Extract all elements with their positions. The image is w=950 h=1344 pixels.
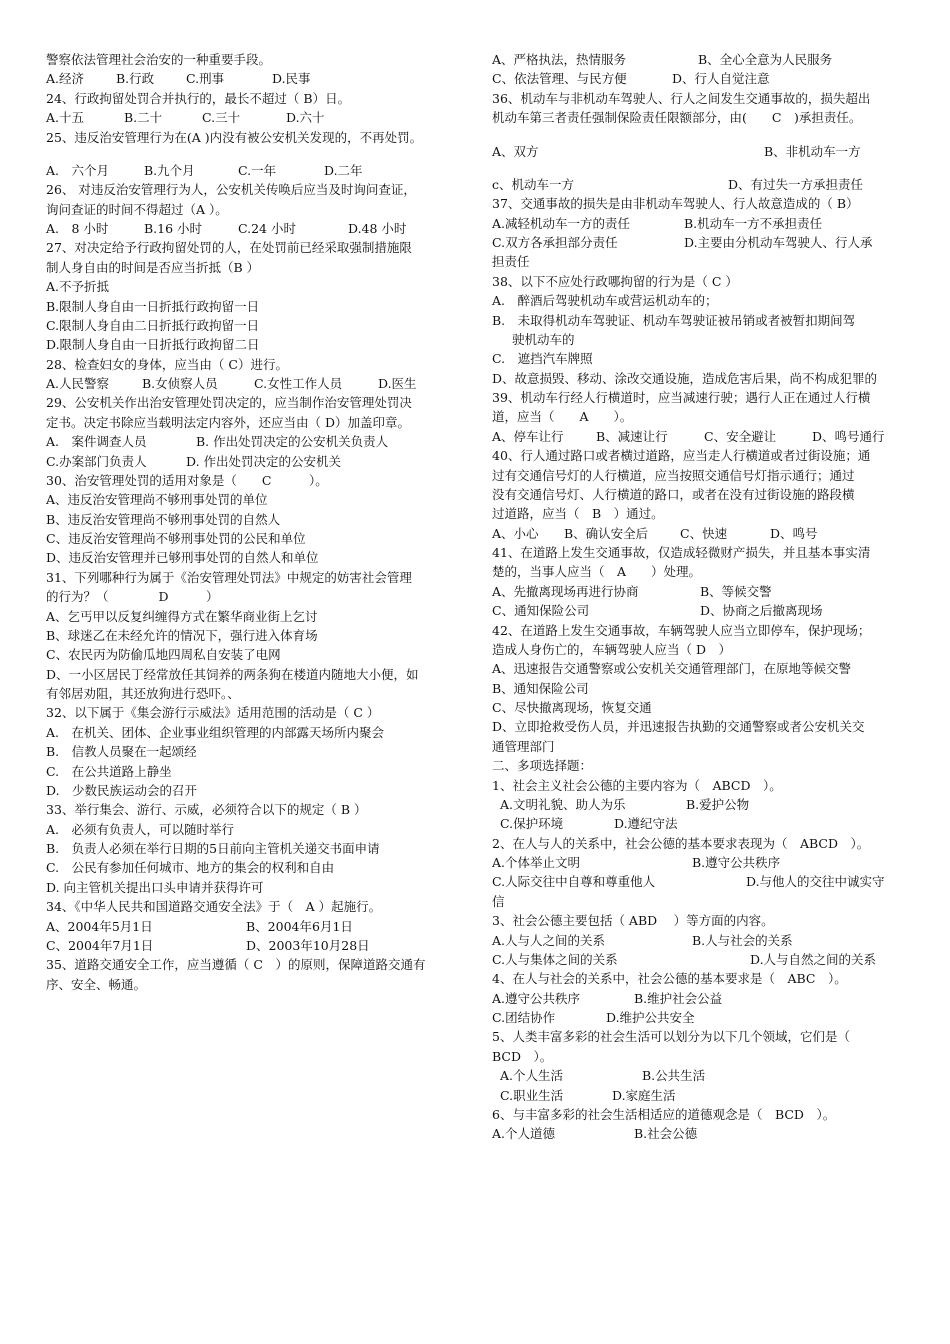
option: A.个体举止文明 — [492, 855, 581, 870]
option: D、协商之后撤离现场 — [700, 603, 823, 619]
option: B.二十 — [124, 110, 163, 126]
options-row — [492, 233, 910, 252]
options-row — [492, 175, 910, 194]
options-row — [492, 1066, 910, 1085]
options-row — [492, 814, 910, 833]
option: D、有过失一方承担责任 — [728, 176, 864, 192]
option: 驶机动车的 — [512, 331, 575, 347]
option: B.社会公德 — [634, 1126, 698, 1142]
option: D、立即抢救受伤人员，并迅速报告执勤的交通警察或者公安机关交 — [492, 719, 865, 735]
options-row — [492, 582, 910, 601]
question-text: 没有交通信号灯、人行横道的路口，或者在没有过街设施的路段横 — [492, 486, 855, 502]
question-text: 过有交通信号灯的人行横道，应当按照交通信号灯指示通行；通过 — [492, 467, 855, 483]
options-row — [492, 853, 910, 872]
question-text: 4、在人与社会的关系中，社会公德的基本要求是（ ABC ）。 — [492, 971, 847, 987]
option: C、通知保险公司 — [492, 603, 590, 619]
option: C.保护环境 — [500, 816, 564, 832]
option: D.遵纪守法 — [614, 816, 678, 832]
option: D.家庭生活 — [612, 1087, 676, 1103]
option: A. 醉酒后驾驶机动车或营运机动车的； — [492, 293, 718, 309]
question-text: 29、公安机关作出治安管理处罚决定的，应当制作治安管理处罚决 — [46, 395, 412, 411]
option: B.16 小时 — [144, 221, 203, 236]
option: C、安全避让 — [704, 428, 777, 444]
option: D、鸣号 — [770, 525, 818, 541]
option: D、2003年10月28日 — [246, 937, 370, 953]
option: D.维护公共安全 — [606, 1010, 695, 1025]
option: D.主要由分机动车驾驶人、行人承 — [684, 235, 873, 250]
question-text: 36、机动车与非机动车驾驶人、行人之间发生交通事故的，损失超出 — [492, 90, 871, 106]
question-text: 24、行政拘留处罚合并执行的，最长不超过（ B）日。 — [46, 90, 351, 106]
option: B.女侦察人员 — [142, 376, 218, 391]
option: D.二年 — [324, 162, 363, 178]
question-text: 26、 对违反治安管理行为人，公安机关传唤后应当及时询问查证， — [46, 182, 416, 198]
option: A. 六个月 — [46, 162, 110, 178]
option: C.职业生活 — [500, 1087, 564, 1103]
option: B、球迷乙在未经允许的情况下，强行进入体育场 — [46, 627, 318, 643]
options-row — [492, 524, 910, 543]
options-row — [46, 917, 462, 936]
question-text: 28、检查妇女的身体，应当由（ C）进行。 — [46, 356, 288, 372]
option: A、2004年5月1日 — [46, 918, 153, 934]
options-row — [492, 872, 910, 891]
options-row — [46, 108, 462, 127]
option: B、减速让行 — [596, 428, 668, 444]
question-text: 机动车第三者责任强制保险责任限额部分，由( C )承担责任。 — [492, 110, 862, 126]
option: A.十五 — [46, 110, 85, 126]
options-row — [46, 69, 462, 88]
option: C. 遮挡汽车牌照 — [492, 351, 593, 367]
option: C、尽快撤离现场，恢复交通 — [492, 700, 652, 715]
option: C.团结协作 — [492, 1010, 556, 1025]
question-text: 制人身自由的时间是否应当折抵（B ） — [46, 259, 260, 275]
option: B. 负责人必须在举行日期的5日前向主管机关递交书面申请 — [46, 841, 380, 856]
option: D、一小区居民丁经常放任其饲养的两条狗在楼道内随地大小便，如 — [46, 666, 419, 682]
option: A. 必须有负责人，可以随时举行 — [46, 821, 235, 837]
option: A、停车让行 — [492, 428, 564, 444]
option: C、违反治安管理尚不够刑事处罚的公民和单位 — [46, 531, 306, 546]
option: 担责任 — [492, 254, 530, 270]
option: D. 向主管机关提出口头申请并获得许可 — [46, 879, 264, 895]
options-row — [492, 214, 910, 233]
options-row — [492, 142, 910, 161]
option: B、2004年6月1日 — [246, 918, 353, 934]
options-row — [492, 950, 910, 969]
option: C.办案部门负责人 — [46, 453, 147, 469]
question-text: 41、在道路上发生交通事故，仅造成轻微财产损失，并且基本事实清 — [492, 545, 871, 560]
question-text: 35、道路交通安全工作，应当遵循（ C ）的原则，保障道路交通有 — [46, 957, 426, 973]
option: B.人与社会的关系 — [692, 932, 793, 948]
option: A.个人生活 — [500, 1068, 564, 1084]
option: D、故意损毁、移动、涂改交通设施，造成危害后果，尚不构成犯罪的 — [492, 370, 878, 386]
option: B、违反治安管理尚不够刑事处罚的自然人 — [46, 511, 281, 527]
question-text: 楚的，当事人应当（ A ）处理。 — [492, 564, 702, 580]
option: C. 公民有参加任何城市、地方的集会的权利和自由 — [46, 860, 335, 876]
option: A、迅速报告交通警察或公安机关交通管理部门，在原地等候交警 — [492, 661, 852, 677]
option: A、小心 — [492, 525, 539, 541]
question-text: 2、在人与人的关系中，社会公德的基本要求表现为（ ABCD ）。 — [492, 835, 870, 851]
option: A、双方 — [492, 143, 539, 159]
option: B.机动车一方不承担责任 — [684, 215, 823, 231]
question-text: 38、以下不应处行政哪拘留的行为是（ C ） — [492, 273, 738, 289]
question-text: 3、社会公德主要包括（ ABD ）等方面的内容。 — [492, 913, 774, 929]
options-row — [46, 219, 462, 238]
option: 通管理部门 — [492, 738, 555, 754]
option: B、确认安全后 — [564, 525, 649, 541]
question-text: 30、治安管理处罚的适用对象是（ C ）。 — [46, 472, 328, 488]
option: B、等候交警 — [700, 583, 772, 599]
option: B. 作出处罚决定的公安机关负责人 — [196, 434, 389, 450]
question-text: 40、行人通过路口或者横过道路，应当走人行横道或者过街设施；通 — [492, 448, 871, 464]
option: D、违反治安管理并已够刑事处罚的自然人和单位 — [46, 550, 319, 566]
option: B.九个月 — [144, 162, 195, 178]
option: C.三十 — [202, 110, 241, 126]
options-row — [492, 989, 910, 1008]
option: c、机动车一方 — [492, 176, 575, 192]
option: C.24 小时 — [238, 221, 296, 236]
question-text: 34、《中华人民共和国道路交通安全法》于（ A ）起施行。 — [46, 899, 382, 915]
option: B、非机动车一方 — [764, 143, 861, 159]
options-row — [46, 161, 462, 180]
question-text: 道，应当（ A ）。 — [492, 409, 633, 425]
option: A. 8 小时 — [46, 221, 109, 236]
options-row — [492, 931, 910, 950]
option: 信 — [492, 893, 505, 909]
option: D. 少数民族运动会的召开 — [46, 782, 198, 798]
question-text: 25、违反治安管理行为在(A )内没有被公安机关发现的，不再处罚。 — [46, 129, 423, 145]
option: D.与他人的交往中诚实守 — [746, 874, 885, 890]
options-row — [492, 1124, 910, 1143]
options-row — [492, 50, 910, 69]
question-text: 过道路，应当（ B ）通过。 — [492, 506, 664, 522]
option: B. 信教人员聚在一起颂经 — [46, 744, 197, 760]
section-heading: 二、多项选择题： — [492, 758, 593, 774]
question-text: 31、下列哪种行为属于《治安管理处罚法》中规定的妨害社会管理 — [46, 569, 412, 585]
option: C.限制人身自由二日折抵行政拘留一日 — [46, 317, 260, 333]
option: B、全心全意为人民服务 — [698, 52, 833, 67]
right-column — [492, 50, 910, 1144]
question-text: 32、以下属于《集会游行示威法》适用范围的活动是（ C ） — [46, 705, 380, 721]
option: B.行政 — [116, 71, 155, 87]
option: C、快速 — [680, 525, 728, 541]
question-text: 序、安全、畅通。 — [46, 976, 147, 992]
option: A、先撤离现场再进行协商 — [492, 583, 639, 599]
question-text: BCD ）。 — [492, 1048, 553, 1064]
options-row — [492, 1008, 910, 1027]
options-row — [492, 427, 910, 446]
option: D、鸣号通行 — [812, 428, 885, 444]
option: C.刑事 — [186, 71, 225, 87]
option: A. 案件调查人员 — [46, 434, 147, 450]
option: A.文明礼貌、助人为乐 — [500, 796, 626, 812]
option: A.不予折抵 — [46, 279, 110, 295]
option: D.48 小时 — [348, 221, 407, 236]
option: B. 未取得机动车驾驶证、机动车驾驶证被吊销或者被暂扣期间驾 — [492, 312, 856, 328]
question-text: 的行为？（ D ） — [46, 589, 219, 605]
option: D.民事 — [272, 71, 311, 87]
option: B.爱护公物 — [686, 796, 750, 812]
option: A. 在机关、团体、企业事业组织管理的内部露天场所内聚会 — [46, 724, 385, 740]
option: D.限制人身自由一日折抵行政拘留二日 — [46, 337, 260, 353]
options-row — [46, 452, 462, 471]
option: B.遵守公共秩序 — [692, 855, 781, 870]
option: D.六十 — [286, 110, 325, 126]
option: C.人与集体之间的关系 — [492, 951, 618, 967]
option: A.遵守公共秩序 — [492, 990, 581, 1006]
question-text: 33、举行集会、游行、示威，必须符合以下的规定（ B ） — [46, 802, 367, 818]
question-text: 警察依法管理社会治安的一种重要手段。 — [46, 52, 272, 67]
option: C.人际交往中自尊和尊重他人 — [492, 874, 656, 890]
option: C、农民丙为防偷瓜地四周私自安装了电网 — [46, 647, 281, 663]
option: B.维护社会公益 — [634, 990, 723, 1006]
question-text: 询问查证的时间不得超过（A ）。 — [46, 201, 228, 217]
options-row — [46, 432, 462, 451]
option: C. 在公共道路上静坐 — [46, 763, 172, 779]
option: A.经济 — [46, 71, 85, 87]
question-text: 1、社会主义社会公德的主要内容为（ ABCD ）。 — [492, 777, 782, 793]
option: A、乞丐甲以反复纠缠得方式在繁华商业街上乞讨 — [46, 608, 318, 624]
option: D.人与自然之间的关系 — [750, 951, 877, 967]
options-row — [46, 936, 462, 955]
option: 有邻居劝阻，其还放狗进行恐吓。、 — [46, 686, 240, 701]
options-row — [492, 601, 910, 620]
option: D. 作出处罚决定的公安机关 — [186, 453, 342, 469]
option: A、违反治安管理尚不够刑事处罚的单位 — [46, 492, 268, 508]
option: B.限制人身自由一日折抵行政拘留一日 — [46, 298, 260, 314]
option: B.公共生活 — [642, 1068, 706, 1084]
left-column — [46, 50, 462, 994]
question-text: 37、交通事故的损失是由非机动车驾驶人、行人故意造成的（ B） — [492, 196, 859, 212]
option: C.女性工作人员 — [254, 376, 343, 391]
option: A、严格执法，热情服务 — [492, 52, 627, 67]
option: D.医生 — [378, 376, 417, 391]
options-row — [492, 69, 910, 88]
question-text: 造成人身伤亡的，车辆驾驶人应当（ D ） — [492, 641, 731, 657]
option: A.人与人之间的关系 — [492, 932, 606, 948]
option: A.个人道德 — [492, 1126, 556, 1142]
option: C.一年 — [238, 162, 277, 178]
options-row — [46, 374, 462, 393]
option: D、行人自觉注意 — [672, 71, 770, 87]
options-row — [492, 1086, 910, 1105]
option: B、通知保险公司 — [492, 680, 589, 696]
option: C、2004年7月1日 — [46, 937, 154, 953]
question-text: 27、对决定给予行政拘留处罚的人，在处罚前已经采取强制措施限 — [46, 240, 412, 256]
option: A.人民警察 — [46, 376, 110, 391]
question-text: 定书。决定书除应当载明法定内容外，还应当由（ D）加盖印章。 — [46, 414, 410, 430]
options-row — [492, 795, 910, 814]
question-text: 5、人类丰富多彩的社会生活可以划分为以下几个领域，它们是（ — [492, 1029, 850, 1045]
option: A.减轻机动车一方的责任 — [492, 215, 631, 231]
option: C.双方各承担部分责任 — [492, 235, 618, 250]
question-text: 6、与丰富多彩的社会生活相适应的道德观念是（ BCD ）。 — [492, 1106, 836, 1122]
question-text: 42、在道路上发生交通事故，车辆驾驶人应当立即停车，保护现场； — [492, 622, 871, 638]
question-text: 39、机动车行经人行横道时，应当减速行驶；遇行人正在通过人行横 — [492, 390, 871, 405]
option: C、依法管理、与民方便 — [492, 71, 627, 87]
